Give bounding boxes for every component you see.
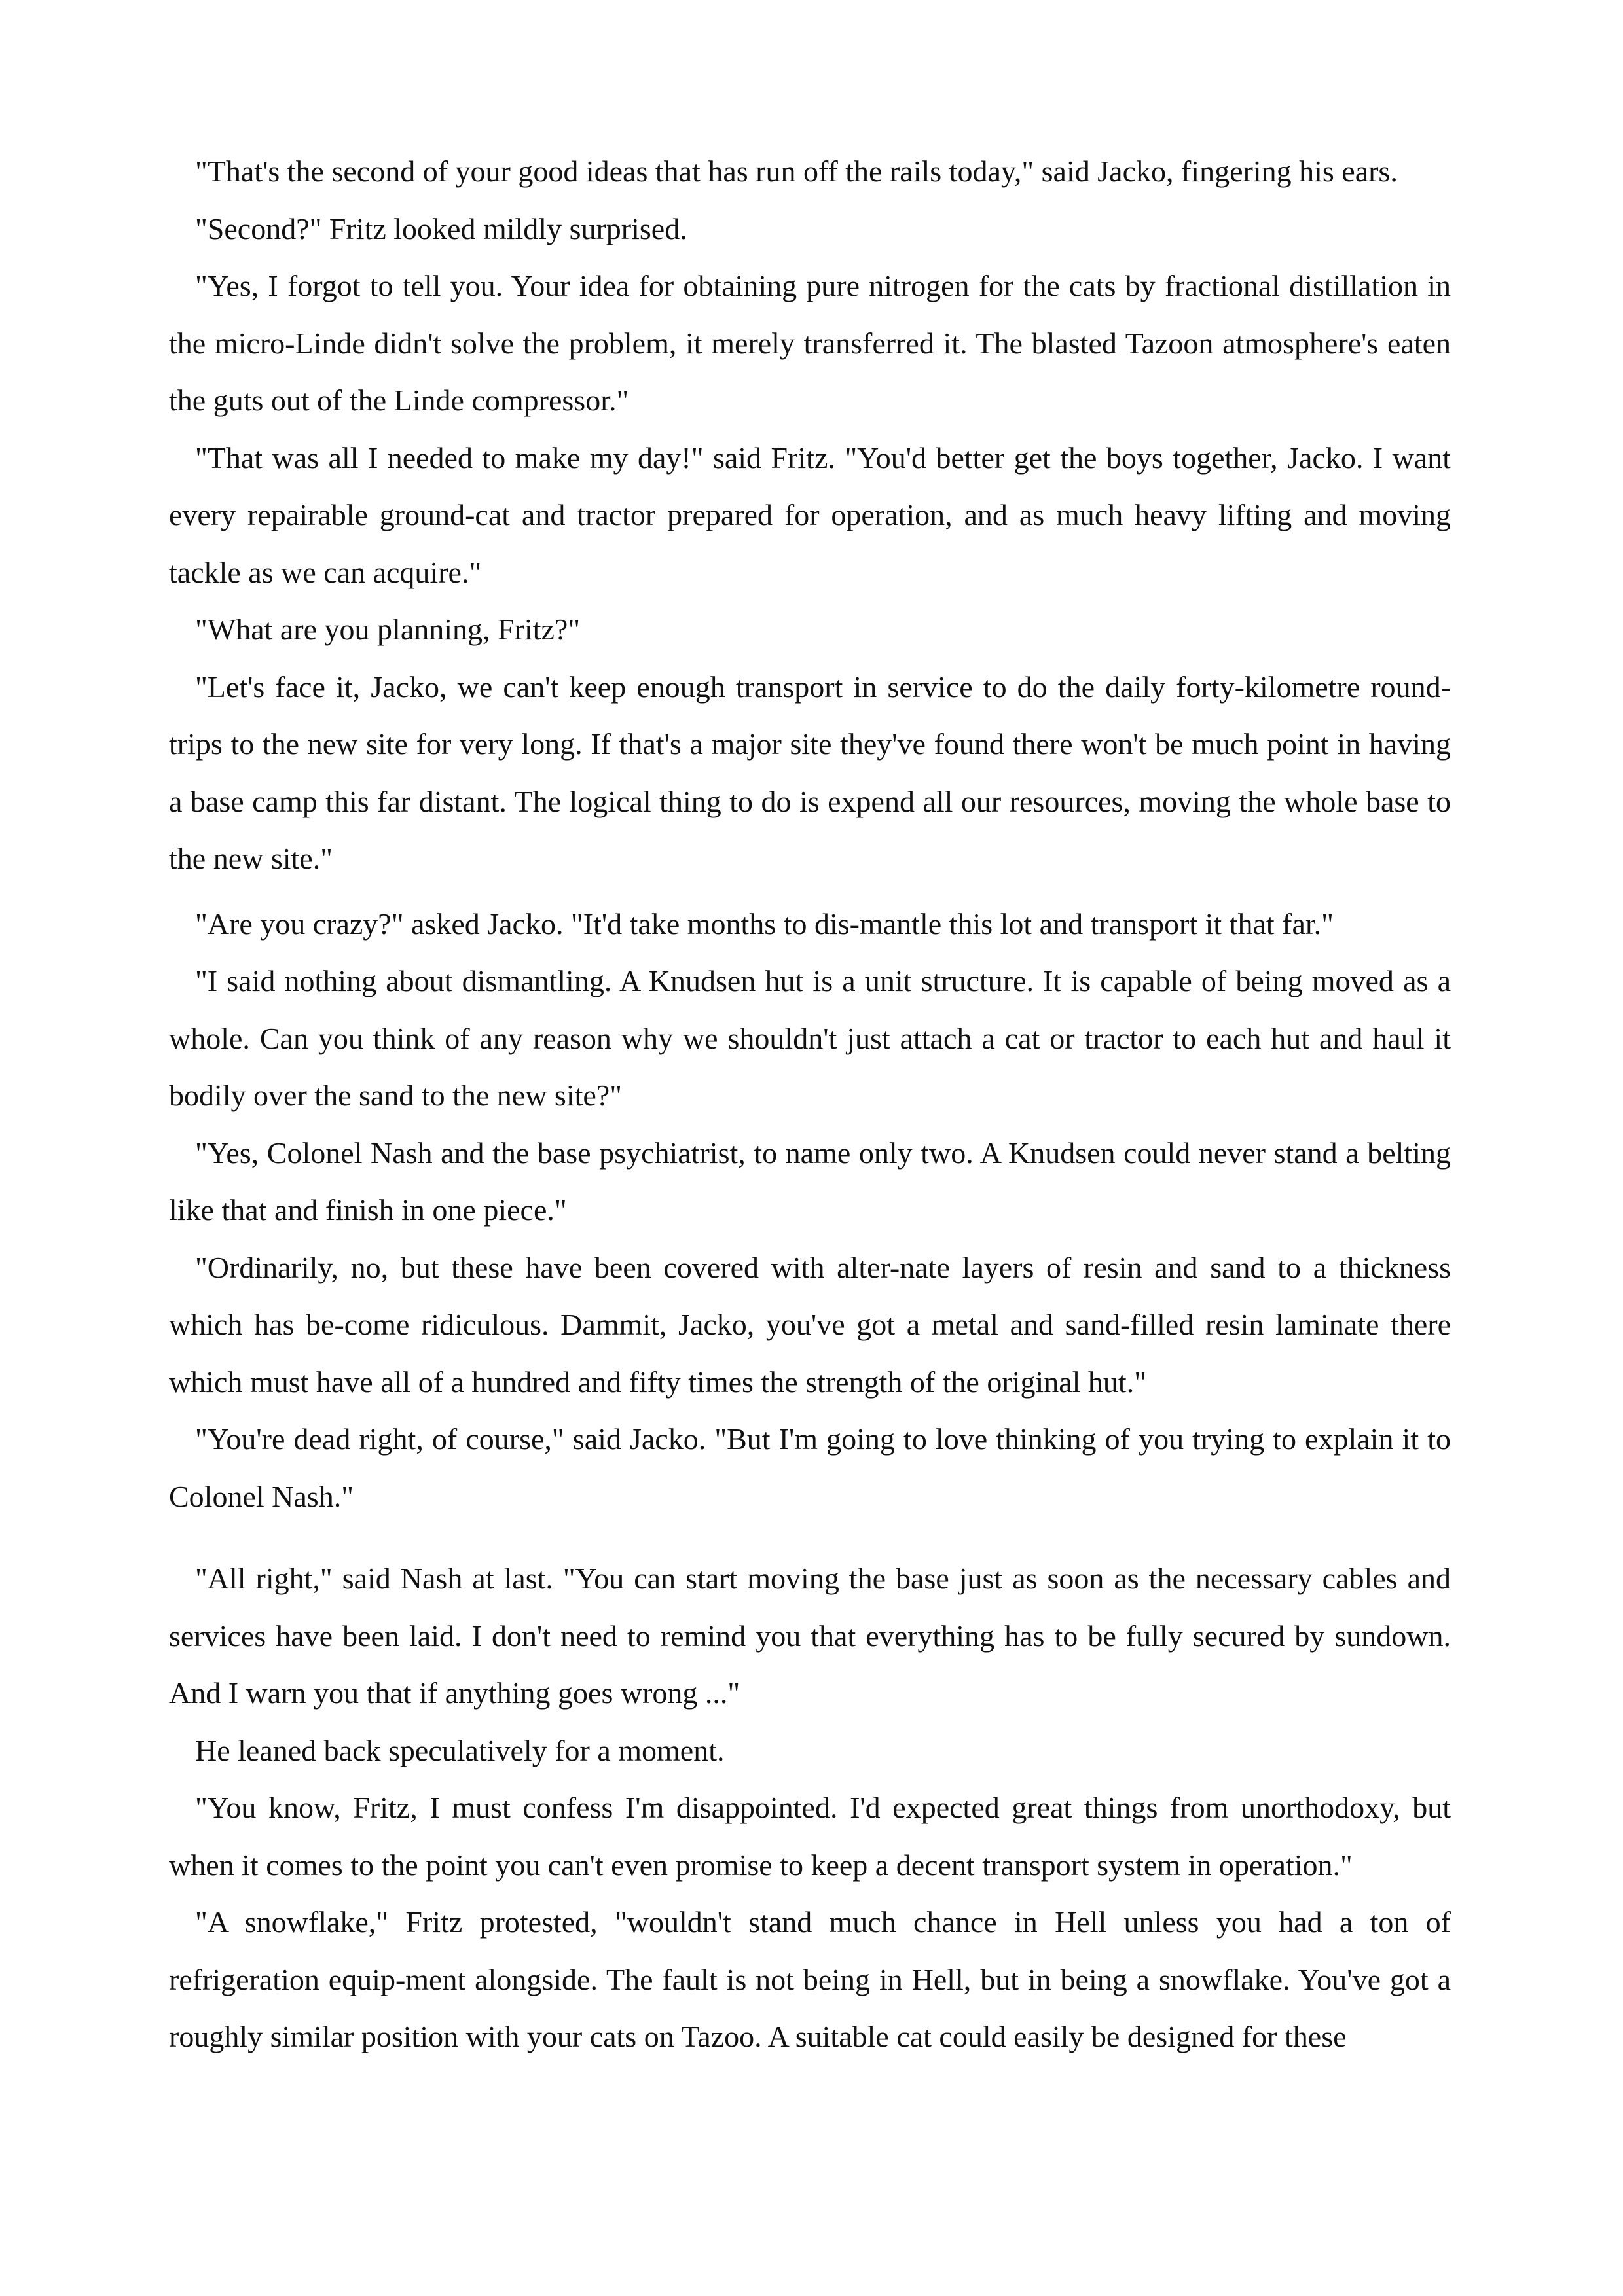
paragraph-3: "Yes, I forgot to tell you. Your idea for obtaining pure nitrogen for the cats by fractional distillation in the micro-Linde didn't solve the problem, it merely transferred it. The blasted Tazoon atmosphere's eaten the guts out of the Linde compressor." xyxy=(169,269,1451,417)
paragraph-5: "What are you planning, Fritz?" xyxy=(195,613,581,646)
paragraph-14: "You know, Fritz, I must confess I'm disappointed. I'd expected great things from unorthodoxy, but when it comes to the point you can't even promise to keep a decent transport system in operation." xyxy=(169,1791,1451,1882)
paragraph-11: "You're dead right, of course," said Jacko. "But I'm going to love thinking of you trying to explain it to Colonel Nash." xyxy=(169,1422,1451,1513)
paragraph-7: "Are you crazy?" asked Jacko. "It'd take months to dis-mantle this lot and transport it that far." xyxy=(195,906,1334,941)
body-text xyxy=(169,143,1451,2066)
paragraph-12: "All right," said Nash at last. "You can start moving the base just as soon as the necessary cables and services have been laid. I don't need to remind you that everything has to be fully secured by sundown. And I warn you that if anything goes wrong ..." xyxy=(169,1562,1451,1710)
section-break xyxy=(169,1525,1451,1550)
paragraph-spacer xyxy=(169,888,1451,895)
paragraph-6: "Let's face it, Jacko, we can't keep enough transport in service to do the daily forty-kilometre round-trips to the new site for very long. If that's a major site they've found there won't be much point in having a base camp this far distant. The logical thing to do is expend all our resources, moving the whole base to the new site." xyxy=(169,670,1451,875)
paragraph-1: "That's the second of your good ideas that has run off the rails today," said Jacko, fingering his ears. xyxy=(195,154,1398,188)
paragraph-4: "That was all I needed to make my day!" said Fritz. "You'd better get the boys together, Jacko. I want every repairable ground-cat and tractor prepared for operation, and as much heavy lifting and moving tackle as we can acquire." xyxy=(169,440,1451,589)
paragraph-13: He leaned back speculatively for a moment. xyxy=(195,1733,725,1767)
paragraph-2: "Second?" Fritz looked mildly surprised. xyxy=(195,211,687,245)
paragraph-15: "A snowflake," Fritz protested, "wouldn't stand much chance in Hell unless you had a ton of refrigeration equip-ment alongside. The fault is not being in Hell, but in being a snowflake. You've got a roughly similar position with your cats on Tazoo. A suitable cat could easily be designed for these xyxy=(169,1905,1451,2053)
paragraph-8: "I said nothing about dismantling. A Knudsen hut is a unit structure. It is capable of being moved as a whole. Can you think of any reason why we shouldn't just attach a cat or tractor to each hut and haul it bodily over the sand to the new site?" xyxy=(169,964,1451,1112)
paragraph-9: "Yes, Colonel Nash and the base psychiatrist, to name only two. A Knudsen could never stand a belting like that and finish in one piece." xyxy=(169,1136,1451,1227)
paragraph-10: "Ordinarily, no, but these have been covered with alter-nate layers of resin and sand to a thickness which has be-come ridiculous. Dammit, Jacko, you've got a metal and sand-filled resin laminate there which must have all of a hundred and fifty times the strength of the original hut." xyxy=(169,1250,1451,1399)
